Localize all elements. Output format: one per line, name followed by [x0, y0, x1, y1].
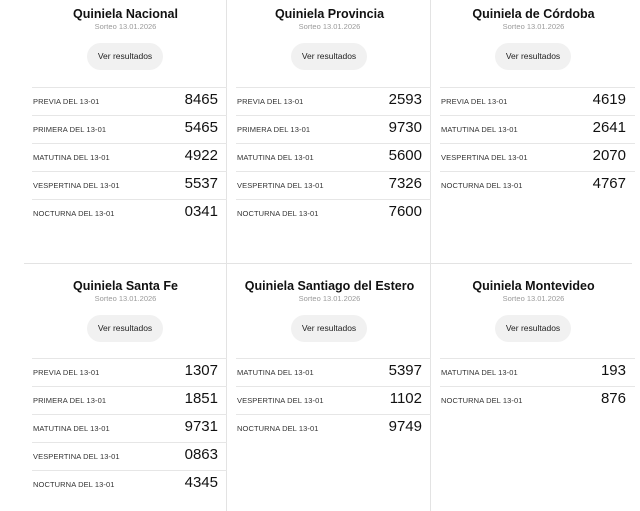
winning-number: 2593 — [388, 91, 422, 108]
result-row — [32, 358, 227, 386]
card-title: Quiniela Nacional — [73, 7, 178, 21]
result-row — [440, 143, 635, 171]
winning-number: 7600 — [388, 203, 422, 220]
card-title: Quiniela Santa Fe — [73, 279, 178, 293]
winning-number: 1851 — [184, 390, 218, 407]
winning-number: 9749 — [388, 418, 422, 435]
result-row — [440, 87, 635, 115]
draw-label: VESPERTINA DEL 13-01 — [441, 153, 528, 162]
result-row — [32, 171, 227, 199]
winning-number: 5537 — [184, 175, 218, 192]
result-row — [236, 358, 431, 386]
result-row — [440, 171, 635, 199]
result-row — [32, 414, 227, 442]
view-results-button[interactable]: Ver resultados — [291, 43, 367, 70]
winning-number: 5600 — [388, 147, 422, 164]
draw-label: PRIMERA DEL 13-01 — [237, 125, 311, 134]
draw-label: NOCTURNA DEL 13-01 — [237, 424, 319, 433]
winning-number: 876 — [600, 390, 626, 407]
card-title: Quiniela Provincia — [274, 7, 385, 21]
result-row — [32, 87, 227, 115]
lottery-card — [228, 263, 431, 511]
card-title: Quiniela Montevideo — [472, 279, 595, 293]
draw-label: PREVIA DEL 13-01 — [33, 97, 100, 106]
result-row — [32, 386, 227, 414]
winning-number: 8465 — [184, 91, 218, 108]
result-row — [236, 115, 431, 143]
winning-number: 4922 — [184, 147, 218, 164]
winning-number: 1307 — [184, 362, 218, 379]
draw-label: PREVIA DEL 13-01 — [33, 368, 100, 377]
draw-label: NOCTURNA DEL 13-01 — [33, 480, 115, 489]
result-row — [32, 442, 227, 470]
draw-label: VESPERTINA DEL 13-01 — [237, 181, 324, 190]
draw-label: PREVIA DEL 13-01 — [237, 97, 304, 106]
draw-label: NOCTURNA DEL 13-01 — [33, 209, 115, 218]
result-row — [32, 199, 227, 227]
result-row — [236, 199, 431, 227]
result-row — [236, 143, 431, 171]
draw-date: Sorteo 13.01.2026 — [298, 22, 361, 31]
winning-number: 0341 — [184, 203, 218, 220]
winning-number: 1102 — [389, 390, 422, 407]
results-list — [440, 87, 635, 199]
winning-number: 5397 — [388, 362, 422, 379]
draw-label: NOCTURNA DEL 13-01 — [441, 181, 523, 190]
draw-label: PREVIA DEL 13-01 — [441, 97, 508, 106]
view-results-button[interactable]: Ver resultados — [291, 315, 367, 342]
lottery-card — [24, 0, 227, 262]
draw-label: PRIMERA DEL 13-01 — [33, 396, 107, 405]
result-row — [32, 143, 227, 171]
winning-number: 5465 — [184, 119, 218, 136]
card-title: Quiniela de Córdoba — [472, 7, 595, 21]
winning-number: 4345 — [184, 474, 218, 491]
draw-date: Sorteo 13.01.2026 — [94, 294, 157, 303]
draw-label: NOCTURNA DEL 13-01 — [237, 209, 319, 218]
winning-number: 4767 — [592, 175, 626, 192]
result-row — [440, 115, 635, 143]
view-results-button[interactable]: Ver resultados — [495, 315, 571, 342]
winning-number: 9731 — [184, 418, 218, 435]
lottery-card — [432, 263, 635, 511]
result-row — [236, 386, 431, 414]
result-row — [32, 115, 227, 143]
result-row — [32, 470, 227, 498]
draw-label: MATUTINA DEL 13-01 — [33, 424, 110, 433]
card-title: Quiniela Santiago del Estero — [244, 279, 415, 293]
draw-label: MATUTINA DEL 13-01 — [441, 125, 518, 134]
results-list — [32, 358, 227, 498]
draw-label: MATUTINA DEL 13-01 — [33, 153, 110, 162]
view-results-button[interactable]: Ver resultados — [87, 43, 163, 70]
draw-label: VESPERTINA DEL 13-01 — [237, 396, 324, 405]
view-results-button[interactable]: Ver resultados — [87, 315, 163, 342]
draw-label: MATUTINA DEL 13-01 — [237, 153, 314, 162]
result-row — [236, 171, 431, 199]
winning-number: 4619 — [592, 91, 626, 108]
draw-label: MATUTINA DEL 13-01 — [237, 368, 314, 377]
result-row — [236, 414, 431, 442]
results-list — [440, 358, 635, 414]
draw-label: VESPERTINA DEL 13-01 — [33, 181, 120, 190]
results-list — [236, 87, 431, 227]
winning-number: 0863 — [184, 446, 218, 463]
winning-number: 2070 — [592, 147, 626, 164]
draw-label: NOCTURNA DEL 13-01 — [441, 396, 523, 405]
lottery-card — [432, 0, 635, 262]
draw-date: Sorteo 13.01.2026 — [298, 294, 361, 303]
draw-label: VESPERTINA DEL 13-01 — [33, 452, 120, 461]
view-results-button[interactable]: Ver resultados — [495, 43, 571, 70]
winning-number: 9730 — [388, 119, 422, 136]
results-list — [32, 87, 227, 227]
result-row — [440, 358, 635, 386]
draw-label: MATUTINA DEL 13-01 — [441, 368, 518, 377]
draw-date: Sorteo 13.01.2026 — [94, 22, 157, 31]
winning-number: 193 — [600, 362, 626, 379]
draw-label: PRIMERA DEL 13-01 — [33, 125, 107, 134]
winning-number: 7326 — [388, 175, 422, 192]
winning-number: 2641 — [592, 119, 626, 136]
draw-date: Sorteo 13.01.2026 — [502, 22, 565, 31]
result-row — [236, 87, 431, 115]
draw-date: Sorteo 13.01.2026 — [502, 294, 565, 303]
lottery-card — [24, 263, 227, 511]
lottery-card — [228, 0, 431, 262]
result-row — [440, 386, 635, 414]
results-list — [236, 358, 431, 442]
